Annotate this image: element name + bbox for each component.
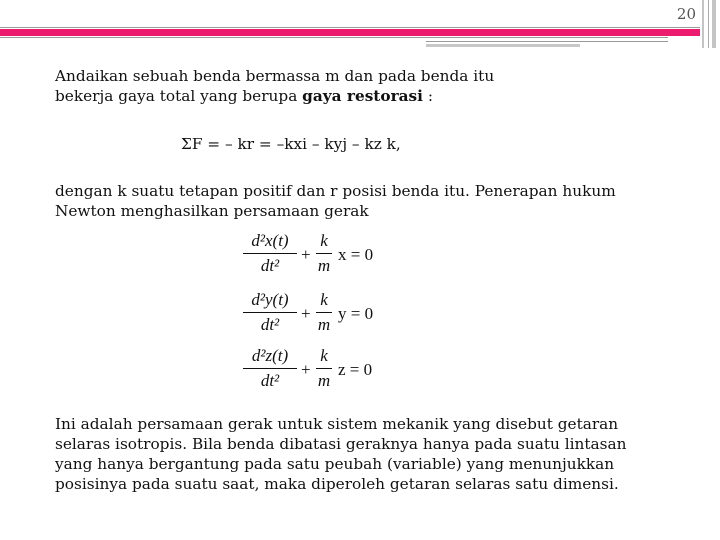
intro-paragraph [55, 66, 675, 106]
equation-z [243, 344, 403, 398]
plus-sign: + [301, 245, 311, 264]
fraction-numerator: d²y(t) [251, 290, 289, 309]
conclusion-line-4: posisinya pada suatu saat, maka diperoleh getaran selaras satu dimensi. [55, 475, 619, 493]
equation-tail: y = 0 [338, 304, 374, 323]
equation-tail: x = 0 [338, 245, 374, 264]
coefficient-fraction [316, 288, 332, 337]
header-rule-top [0, 27, 700, 28]
force-equation: ΣF = – kr = –kxi – kyj – kz k, [181, 135, 401, 153]
coefficient-fraction [316, 229, 332, 278]
coefficient-denominator: m [317, 256, 331, 275]
intro-line-2-start: bekerja gaya total yang berupa [55, 87, 303, 105]
equation-tail: z = 0 [338, 360, 373, 379]
coefficient-numerator: k [320, 231, 328, 250]
conclusion-line-2: selaras isotropis. Bila benda dibatasi geraknya hanya pada suatu lintasan [55, 435, 627, 453]
conclusion-line-3: yang hanya bergantung pada satu peubah (variable) yang menunjukkan [55, 455, 615, 473]
restoring-force-term: gaya restorasi [302, 87, 423, 105]
header-accent-short [426, 44, 580, 47]
coefficient-numerator: k [320, 290, 328, 309]
fraction-denominator: dt² [260, 256, 280, 275]
derivative-fraction [243, 229, 297, 278]
description-line-1: dengan k suatu tetapan positif dan r posisi benda itu. Penerapan hukum [55, 182, 616, 200]
derivative-fraction [243, 288, 297, 337]
conclusion-paragraph [55, 414, 695, 494]
fraction-numerator: d²x(t) [251, 231, 289, 250]
page-number: 20 [676, 5, 696, 23]
description-paragraph [55, 181, 675, 221]
equation-y [243, 288, 403, 342]
coefficient-fraction [316, 344, 332, 393]
plus-sign: + [301, 304, 311, 323]
derivative-fraction [243, 344, 297, 393]
intro-line-2 [55, 86, 675, 106]
coefficient-numerator: k [320, 346, 328, 365]
fraction-denominator: dt² [260, 315, 280, 334]
description-line-2: Newton menghasilkan persamaan gerak [55, 202, 369, 220]
header-accent-bar [0, 29, 700, 36]
conclusion-line-1: Ini adalah persamaan gerak untuk sistem mekanik yang disebut getaran [55, 415, 619, 433]
header-rule-short [426, 41, 668, 42]
plus-sign: + [301, 360, 311, 379]
fraction-denominator: dt² [260, 371, 280, 390]
intro-line-1: Andaikan sebuah benda bermassa m dan pada benda itu [55, 67, 495, 85]
coefficient-denominator: m [317, 315, 331, 334]
corner-decoration [700, 0, 720, 48]
coefficient-denominator: m [317, 371, 331, 390]
fraction-numerator: d²z(t) [251, 346, 289, 365]
header-rule-bottom [0, 37, 668, 38]
intro-line-2-end: : [422, 87, 434, 105]
equation-x [243, 229, 403, 283]
